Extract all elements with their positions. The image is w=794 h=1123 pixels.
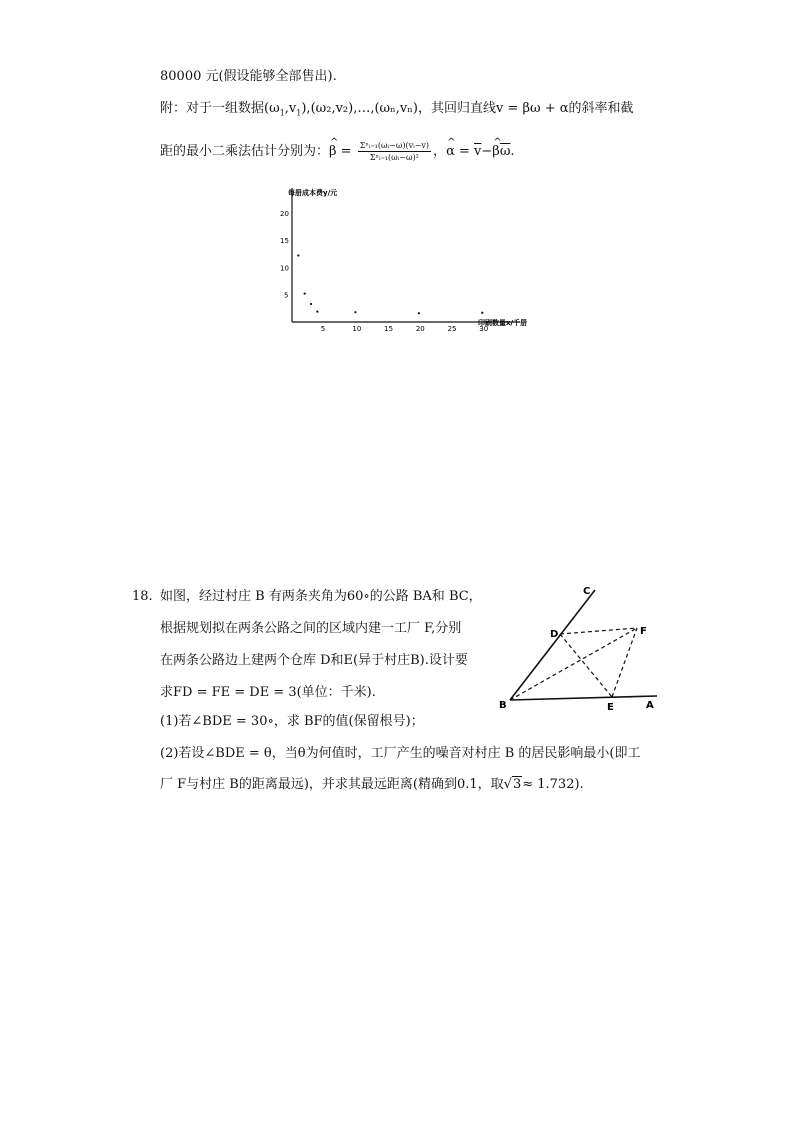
road-bc: [510, 590, 595, 700]
y-tick-label: 5: [284, 291, 289, 300]
equals: =: [454, 144, 475, 159]
intro-line-2: [160, 100, 634, 123]
intro-line-2-text: 附：对于一组数据(ω: [160, 101, 280, 116]
x-tick-label: 20: [415, 325, 425, 333]
data-point: [316, 311, 318, 313]
segment-df: [560, 628, 637, 634]
segment-ef: [612, 628, 637, 697]
x-tick-label: 10: [352, 325, 362, 333]
question-2-line-2: 厂 F与村庄 B的距离最远)，并求其最远距离(精确到0.1，取√3≈ 1.732).: [160, 777, 584, 792]
fraction-numerator: Σⁿᵢ₌₁(ωᵢ−ω)(vᵢ−v): [359, 141, 430, 150]
beta-hat: ^ β: [329, 140, 337, 164]
geometry-figure: [495, 580, 665, 715]
x-tick-label: 5: [320, 325, 326, 333]
v-bar: $\overline{v}$: [474, 144, 482, 159]
problem-number: 18.: [132, 589, 153, 604]
problem-line-1: 如图，经过村庄 B 有两条夹角为60∘的公路 BA和 BC，: [160, 589, 482, 604]
segment-de: [560, 634, 612, 697]
data-point: [481, 312, 483, 314]
alpha-hat: ^ α: [446, 140, 455, 164]
problem-line-4: 求FD = FE = DE = 3(单位：千米).: [160, 685, 376, 700]
scatter-chart: [270, 186, 530, 336]
data-point: [310, 303, 312, 305]
question-2-text: 厂 F与村庄 B的距离最远)，并求其最远距离(精确到0.1，取: [160, 777, 504, 792]
y-axis-label: 每册成本费y/元: [288, 189, 338, 197]
comma: ，: [433, 144, 447, 159]
omega-bar: $\overline{\omega}$: [499, 144, 511, 159]
period: .: [510, 144, 515, 159]
y-tick-label: 10: [280, 264, 289, 273]
label-c: C: [583, 586, 591, 597]
y-tick-label: 15: [280, 237, 289, 246]
x-tick-label: 25: [447, 325, 457, 333]
y-tick-label: 20: [280, 209, 289, 218]
data-point: [354, 311, 356, 313]
x-axis-label: 印刷数量x/千册: [478, 319, 528, 327]
intro-line-2-text: ,v: [284, 101, 297, 116]
question-1: (1)若∠BDE = 30∘，求 BF的值(保留根号)；: [160, 714, 424, 729]
label-b: B: [499, 700, 507, 711]
beta-fraction: [358, 140, 431, 163]
question-2-line-1: (2)若设∠BDE = θ，当θ为何值时，工厂产生的噪音对村庄 B 的居民影响最小(即工: [160, 746, 641, 761]
equals: =: [336, 144, 356, 159]
sqrt-radicand: 3: [512, 777, 522, 792]
intro-line-1: 80000 元(假设能够全部售出).: [160, 69, 337, 84]
problem-line-2: 根据规划拟在两条公路之间的区域内建一工厂 F,分别: [160, 621, 462, 636]
label-e: E: [607, 702, 614, 713]
problem-line-3: 在两条公路边上建两个仓库 D和E(异于村庄B).设计要: [160, 653, 468, 668]
fraction-denominator: Σⁿᵢ₌₁(ωᵢ−ω)²: [369, 153, 419, 162]
data-point: [304, 293, 306, 295]
label-f: F: [640, 626, 647, 637]
formula-intro: 距的最小二乘法估计分别为：: [160, 144, 330, 159]
subscript: 1: [296, 108, 302, 118]
label-a: A: [646, 700, 654, 711]
subscript: 1: [279, 108, 285, 118]
intro-line-2-text: ),(ω₂,v₂),…,(ωₙ,vₙ)，其回归直线v = βω + α的斜率和截: [301, 101, 634, 116]
intro-line-3: [160, 140, 515, 164]
chart-root: [280, 188, 527, 333]
data-point: [297, 254, 299, 256]
segment-bf: [510, 628, 637, 700]
x-tick-label: 30: [479, 325, 489, 333]
data-point: [418, 312, 420, 314]
beta-hat-2: ^ β: [492, 140, 500, 164]
label-d: D: [550, 629, 559, 640]
question-2-text: ≈ 1.732).: [522, 777, 584, 792]
minus: −: [481, 144, 493, 159]
road-ba: [510, 696, 657, 700]
x-tick-label: 15: [384, 325, 394, 333]
